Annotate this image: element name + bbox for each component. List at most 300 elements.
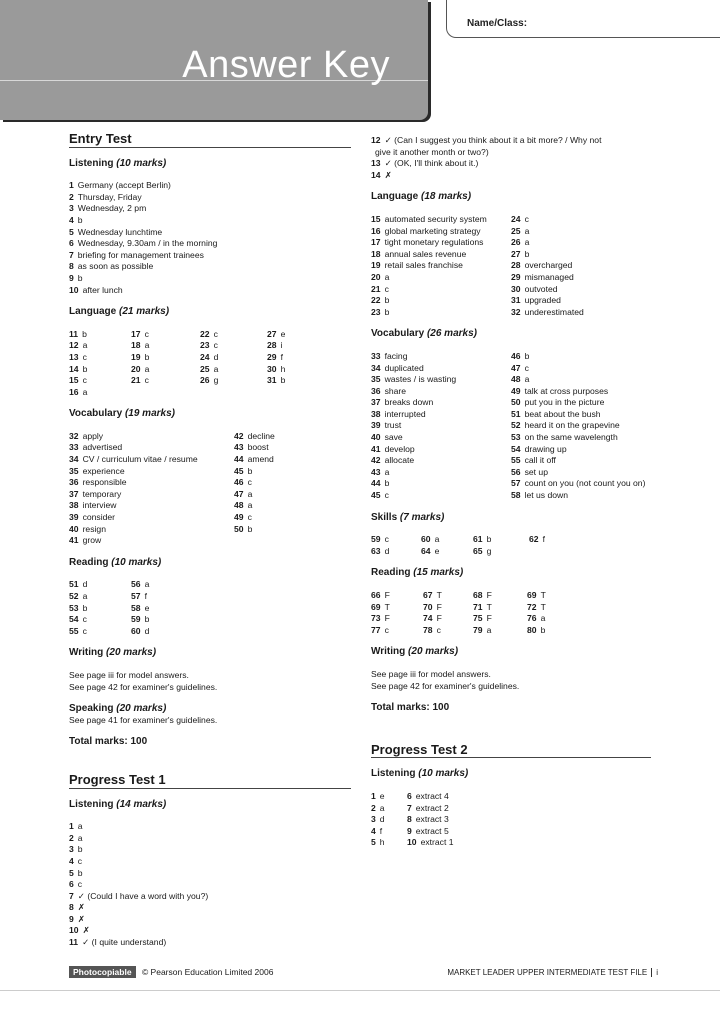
answer-text: drawing up — [524, 443, 567, 454]
question-number: 37 — [69, 488, 79, 499]
answer-text: F — [384, 613, 390, 624]
answer-cell — [131, 340, 200, 352]
p1-language-heading: Language (18 marks) — [371, 191, 472, 203]
grid-row — [371, 260, 651, 272]
answer-text: h — [280, 363, 286, 374]
list-item — [69, 844, 351, 856]
question-number: 7 — [69, 890, 74, 901]
answer-cell — [527, 613, 567, 625]
question-number: 22 — [200, 328, 210, 339]
grid-row — [371, 803, 651, 815]
answer-cell — [371, 803, 407, 815]
question-number: 49 — [234, 512, 244, 523]
grid-row — [371, 837, 651, 849]
answer-text: c — [247, 477, 252, 488]
question-number: 2 — [69, 191, 74, 202]
answer-text: boost — [247, 442, 269, 453]
answer-text: e — [379, 790, 385, 801]
question-number: 75 — [473, 613, 483, 624]
answer-text: briefing for management trainees — [77, 249, 204, 260]
answer-text: facing — [384, 350, 408, 361]
question-number: 23 — [371, 306, 381, 317]
answer-cell — [371, 397, 511, 409]
answer-cell — [131, 364, 200, 376]
answer-text: give it another month or two?) — [375, 146, 489, 157]
question-number: 7 — [69, 249, 74, 260]
grid-row — [69, 477, 351, 489]
question-number: 18 — [371, 248, 381, 259]
answer-cell — [371, 284, 511, 296]
answer-cell — [371, 363, 511, 375]
answer-text: h — [379, 837, 385, 848]
question-number: 16 — [371, 225, 381, 236]
question-number: 32 — [511, 306, 521, 317]
grid-row — [69, 614, 351, 626]
list-item — [69, 914, 351, 926]
list-item — [69, 879, 351, 891]
answer-cell — [234, 512, 334, 524]
grid-row — [69, 591, 351, 603]
answer-cell — [69, 891, 208, 903]
answer-cell — [511, 409, 651, 421]
answer-cell — [371, 837, 407, 849]
answer-cell — [267, 329, 327, 341]
list-item — [69, 925, 351, 937]
grid-row — [69, 626, 351, 638]
answer-cell — [511, 249, 631, 261]
question-number: 6 — [69, 879, 74, 890]
question-number: 79 — [473, 624, 483, 635]
answer-text: b — [384, 478, 390, 489]
question-number: 3 — [69, 203, 74, 214]
answer-cell — [371, 590, 423, 602]
question-number: 3 — [371, 814, 376, 825]
question-number: 38 — [371, 408, 381, 419]
answer-cell — [371, 420, 511, 432]
question-number: 34 — [371, 362, 381, 373]
answer-text: b — [384, 306, 390, 317]
answer-text: apply — [82, 430, 104, 441]
answer-text: grow — [82, 535, 102, 546]
entry-listening-heading: Listening (10 marks) — [69, 157, 167, 169]
answer-cell — [69, 844, 83, 856]
list-item — [69, 273, 351, 285]
question-number: 58 — [131, 602, 141, 613]
answer-text: d — [82, 579, 88, 590]
answer-text: extract 1 — [420, 837, 454, 848]
answer-text: a — [144, 340, 150, 351]
answer-cell — [131, 375, 200, 387]
question-number: 27 — [267, 328, 277, 339]
answer-cell — [69, 868, 83, 880]
list-item — [69, 285, 351, 297]
entry-reading-heading: Reading (10 marks) — [69, 556, 162, 568]
answer-list — [371, 135, 651, 181]
answer-text: a — [77, 832, 83, 843]
answer-grid — [371, 590, 651, 636]
question-number: 73 — [371, 613, 381, 624]
question-number: 6 — [407, 790, 412, 801]
question-number: 25 — [200, 363, 210, 374]
answer-text: ✓ (OK, I'll think about it.) — [384, 158, 479, 169]
footer-rule — [0, 990, 720, 991]
list-item — [371, 170, 651, 182]
answer-text: c — [144, 328, 149, 339]
question-number: 52 — [69, 591, 79, 601]
p1-reading-heading: Reading (15 marks) — [371, 567, 464, 579]
answer-cell — [371, 147, 489, 159]
answer-text: e — [280, 328, 286, 339]
question-number: 72 — [527, 601, 537, 612]
answer-text: d — [213, 351, 219, 362]
question-number: 4 — [69, 855, 74, 866]
list-item — [69, 215, 351, 227]
answer-cell — [234, 524, 334, 536]
question-number: 80 — [527, 624, 537, 635]
answer-cell — [69, 192, 142, 204]
answer-text: T — [486, 601, 492, 612]
grid-row — [69, 340, 351, 352]
question-number: 11 — [69, 937, 79, 948]
answer-cell — [511, 490, 651, 502]
grid-row — [371, 826, 651, 838]
question-number: 78 — [423, 624, 433, 635]
question-number: 11 — [69, 328, 79, 339]
answer-text: share — [384, 385, 407, 396]
answer-text: b — [77, 214, 83, 225]
answer-text: c — [82, 614, 87, 625]
answer-cell — [371, 534, 421, 546]
answer-cell — [511, 444, 651, 456]
question-number: 35 — [69, 465, 79, 476]
grid-row — [69, 489, 351, 501]
answer-cell — [473, 602, 527, 614]
answer-text: outvoted — [524, 283, 558, 294]
answer-text: T — [436, 590, 442, 600]
answer-text: set up — [524, 466, 548, 477]
grid-row — [371, 284, 651, 296]
list-item — [69, 238, 351, 250]
question-number: 54 — [69, 614, 79, 625]
answer-cell — [407, 803, 487, 815]
grid-row — [371, 455, 651, 467]
grid-row — [69, 466, 351, 478]
question-number: 38 — [69, 500, 79, 511]
answer-text: a — [524, 225, 530, 236]
answer-cell — [69, 579, 131, 591]
answer-cell — [371, 625, 423, 637]
question-number: 59 — [371, 534, 381, 545]
answer-text: wastes / is wasting — [384, 374, 457, 385]
grid-row — [69, 329, 351, 341]
list-item — [69, 180, 351, 192]
answer-cell — [371, 432, 511, 444]
answer-cell — [511, 455, 651, 467]
question-number: 20 — [371, 271, 381, 282]
question-number: 39 — [371, 420, 381, 431]
answer-text: c — [77, 879, 83, 890]
answer-cell — [473, 546, 529, 558]
question-number: 37 — [371, 397, 381, 408]
p1-listening-heading: Listening (14 marks) — [69, 798, 167, 810]
answer-text: annual sales revenue — [384, 248, 467, 259]
answer-cell — [371, 814, 407, 826]
answer-text: F — [436, 601, 442, 612]
answer-text: extract 5 — [415, 825, 449, 836]
answer-text: advertised — [82, 442, 123, 453]
answer-text: a — [434, 534, 440, 545]
question-number: 46 — [234, 477, 244, 488]
answer-cell — [267, 364, 327, 376]
question-number: 15 — [69, 375, 79, 386]
answer-text: put you in the picture — [524, 397, 605, 408]
question-number: 39 — [69, 512, 79, 523]
question-number: 74 — [423, 613, 433, 624]
answer-text: c — [524, 362, 529, 373]
answer-cell — [371, 249, 511, 261]
answer-cell — [511, 237, 631, 249]
question-number: 17 — [371, 237, 381, 248]
answer-text: amend — [247, 454, 274, 465]
answer-text: ✓ (Can I suggest you think about it a bit more? / Why not — [384, 135, 602, 145]
question-number: 53 — [511, 432, 521, 443]
answer-text: a — [384, 466, 390, 477]
list-item — [69, 833, 351, 845]
question-number: 52 — [511, 420, 521, 431]
answer-text: c — [384, 283, 389, 294]
left-column — [69, 133, 351, 949]
answer-text: b — [77, 272, 83, 283]
answer-cell — [69, 352, 131, 364]
answer-cell — [511, 432, 651, 444]
p1-writing-heading: Writing (20 marks) — [371, 646, 459, 658]
list-item — [69, 203, 351, 215]
answer-text: b — [540, 624, 546, 635]
grid-row — [69, 442, 351, 454]
answer-cell — [371, 214, 511, 226]
question-number: 64 — [421, 545, 431, 556]
list-item — [69, 227, 351, 239]
answer-cell — [527, 602, 567, 614]
question-number: 60 — [421, 534, 431, 545]
answer-cell — [371, 135, 601, 147]
question-number: 69 — [371, 601, 381, 612]
answer-cell — [69, 364, 131, 376]
question-number: 35 — [371, 374, 381, 385]
question-number: 16 — [69, 386, 79, 397]
grid-row — [371, 420, 651, 432]
grid-row — [371, 386, 651, 398]
question-number: 30 — [267, 363, 277, 374]
answer-text: T — [540, 601, 546, 612]
question-number: 51 — [511, 408, 521, 419]
answer-cell — [69, 614, 131, 626]
grid-row — [69, 512, 351, 524]
answer-cell — [473, 625, 527, 637]
answer-grid — [69, 431, 351, 547]
answer-cell — [267, 352, 327, 364]
answer-cell — [371, 467, 511, 479]
answer-cell — [69, 591, 131, 603]
answer-cell — [511, 420, 651, 432]
answer-cell — [69, 215, 83, 227]
answer-cell — [371, 791, 407, 803]
answer-text: e — [144, 602, 150, 613]
question-number: 15 — [371, 213, 381, 224]
answer-cell — [511, 351, 651, 363]
answer-text: a — [379, 802, 385, 813]
question-number: 48 — [511, 374, 521, 385]
answer-text: b — [82, 363, 88, 374]
answer-cell — [69, 914, 85, 926]
question-number: 9 — [69, 913, 74, 924]
grid-row — [371, 397, 651, 409]
footer-copyright — [69, 966, 273, 978]
answer-cell — [69, 603, 131, 615]
answer-text: b — [524, 248, 530, 259]
grid-row — [69, 364, 351, 376]
grid-row — [69, 524, 351, 536]
answer-cell — [69, 500, 234, 512]
answer-text: Thursday, Friday — [77, 191, 142, 202]
answer-cell — [131, 591, 191, 603]
answer-cell — [529, 534, 569, 546]
speaking-line-1: See page 41 for examiner's guidelines. — [69, 714, 218, 725]
answer-cell — [511, 478, 651, 490]
answer-cell — [234, 431, 334, 443]
grid-row — [69, 375, 351, 387]
answer-text: e — [434, 545, 440, 556]
answer-cell — [511, 363, 651, 375]
question-number: 62 — [529, 534, 539, 545]
answer-text: a — [82, 386, 88, 397]
entry-vocabulary-heading: Vocabulary (19 marks) — [69, 408, 175, 420]
answer-text: ✗ — [77, 913, 85, 924]
question-number: 14 — [371, 169, 381, 180]
answer-cell — [527, 625, 567, 637]
answer-text: upgraded — [524, 295, 561, 306]
answer-cell — [511, 374, 651, 386]
question-number: 29 — [511, 271, 521, 282]
answer-cell — [69, 512, 234, 524]
answer-cell — [200, 329, 267, 341]
question-number: 45 — [371, 490, 381, 501]
question-number: 5 — [69, 867, 74, 878]
question-number: 2 — [371, 802, 376, 813]
question-number: 8 — [69, 902, 74, 913]
question-number: 55 — [69, 625, 79, 636]
answer-text: duplicated — [384, 362, 424, 373]
list-item — [69, 821, 351, 833]
grid-row — [69, 579, 351, 591]
book-title: MARKET LEADER UPPER INTERMEDIATE TEST FILE — [447, 968, 648, 977]
question-number: 48 — [234, 500, 244, 511]
answer-text: ✗ — [82, 925, 90, 936]
answer-cell — [407, 826, 487, 838]
answer-text: c — [213, 340, 218, 351]
answer-cell — [69, 329, 131, 341]
question-number: 40 — [371, 432, 381, 443]
progress-test-1-title: Progress Test 1 — [69, 774, 351, 789]
answer-cell — [131, 614, 191, 626]
answer-text: beat about the bush — [524, 408, 601, 419]
question-number: 68 — [473, 590, 483, 600]
answer-text: b — [82, 328, 87, 339]
answer-cell — [511, 272, 631, 284]
question-number: 66 — [371, 590, 381, 600]
answer-cell — [234, 477, 334, 489]
answer-grid — [371, 534, 651, 557]
list-item — [69, 192, 351, 204]
answer-cell — [69, 273, 83, 285]
answer-cell — [407, 791, 487, 803]
question-number: 5 — [371, 837, 376, 848]
question-number: 2 — [69, 832, 74, 843]
entry-language-heading: Language (21 marks) — [69, 306, 170, 318]
answer-cell — [421, 546, 473, 558]
answer-cell — [423, 602, 473, 614]
answer-text: a — [384, 271, 390, 282]
answer-text: d — [384, 545, 390, 556]
grid-row — [69, 431, 351, 443]
answer-text: allocate — [384, 455, 415, 466]
p1-total-marks: Total marks: 100 — [371, 702, 450, 714]
question-number: 55 — [511, 455, 521, 466]
question-number: 57 — [511, 478, 521, 489]
answer-cell — [407, 814, 487, 826]
question-number: 29 — [267, 351, 277, 362]
question-number: 1 — [69, 180, 74, 191]
answer-text: temporary — [82, 488, 122, 499]
entry-total-marks: Total marks: 100 — [69, 736, 148, 748]
grid-row — [371, 307, 651, 319]
answer-text: consider — [82, 512, 116, 523]
grid-row — [371, 590, 651, 602]
grid-row — [69, 352, 351, 364]
grid-row — [69, 454, 351, 466]
answer-text: c — [82, 351, 87, 362]
photocopiable-badge: Photocopiable — [69, 966, 136, 978]
question-number: 42 — [371, 455, 381, 466]
answer-text: c — [82, 375, 87, 386]
grid-row — [371, 546, 651, 558]
question-number: 10 — [407, 837, 417, 848]
grid-row — [371, 272, 651, 284]
p1-vocabulary-heading: Vocabulary (26 marks) — [371, 328, 477, 340]
grid-row — [371, 602, 651, 614]
question-number: 71 — [473, 601, 483, 612]
answer-cell — [423, 625, 473, 637]
question-number: 22 — [371, 295, 381, 306]
answer-text: f — [379, 825, 383, 836]
answer-grid — [69, 579, 351, 637]
answer-text: F — [436, 613, 442, 624]
question-number: 13 — [371, 158, 381, 169]
answer-cell — [423, 613, 473, 625]
answer-cell — [371, 826, 407, 838]
question-number: 26 — [511, 237, 521, 248]
answer-cell — [131, 329, 200, 341]
entry-writing-heading: Writing (20 marks) — [69, 647, 157, 659]
answer-cell — [511, 284, 631, 296]
answer-text: underestimated — [524, 306, 584, 317]
grid-row — [371, 249, 651, 261]
answer-cell — [234, 454, 334, 466]
answer-text: g — [486, 545, 492, 556]
answer-cell — [423, 590, 473, 602]
answer-cell — [511, 295, 631, 307]
question-number: 19 — [371, 260, 381, 271]
